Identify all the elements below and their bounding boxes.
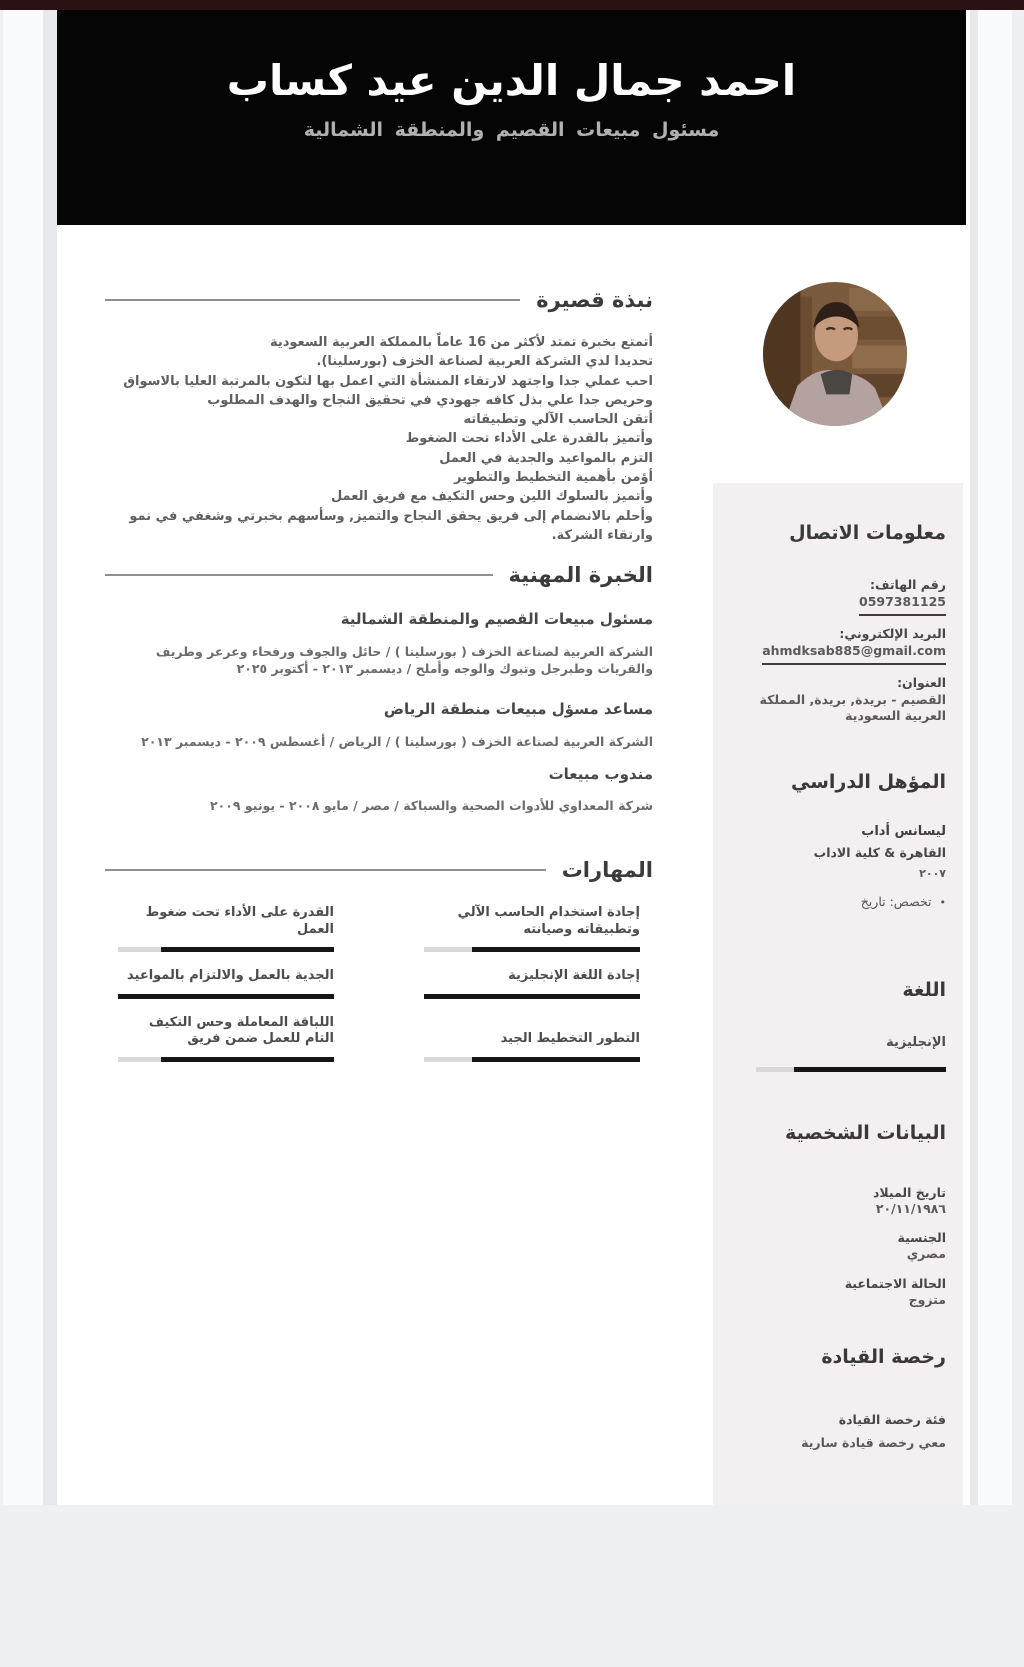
job-details: شركة المعداوي للأدوات الصحية والسباكة / مصر / مايو ٢٠٠٨ - يونيو ٢٠٠٩ — [210, 798, 653, 814]
about-line: وأتميز بالسلوك اللين وحس التكيف مع فريق العمل — [330, 489, 653, 505]
about-line: أتقن الحاسب الآلي وتطبيقاته — [463, 412, 653, 428]
personal-value: ٢٠/١١/١٩٨٦ — [875, 1201, 946, 1216]
about-line: التزم بالمواعيد والجدية في العمل — [439, 450, 653, 466]
skill-level-bar — [118, 994, 334, 999]
skill-level-fill — [161, 947, 334, 952]
about-title: نبذة قصيرة — [536, 288, 653, 312]
skill-item — [424, 905, 640, 952]
skill-level-bar — [118, 1057, 334, 1062]
license-category: فئة رخصة القيادة — [838, 1412, 946, 1427]
job-title: مساعد مسؤل مبيعات منطقة الرياض — [383, 700, 653, 719]
cv-header — [57, 10, 966, 225]
education-school: القاهرة & كلية الاداب — [813, 845, 946, 860]
skill-level-fill — [472, 947, 640, 952]
profile-photo-drawing — [763, 282, 907, 426]
skill-item — [424, 1031, 640, 1062]
cv-main-column — [105, 225, 653, 1062]
job-title: مندوب مبيعات — [548, 765, 653, 784]
personal-label: تاريخ الميلاد — [872, 1185, 946, 1200]
skill-level-fill — [472, 1057, 640, 1062]
personal-label: الجنسية — [897, 1230, 946, 1245]
phone-value — [730, 594, 946, 616]
heading-rule — [105, 869, 546, 871]
person-name: احمد جمال الدين عيد كساب — [226, 56, 797, 105]
email-value — [730, 643, 946, 665]
skill-item — [118, 1015, 334, 1062]
about-line: أؤمن بأهمية التخطيط والتطوير — [454, 470, 653, 486]
about-line: وحريص جدا علي بذل كافه جهودي في تحقيق النجاح والهدف المطلوب — [207, 392, 653, 408]
skill-item — [118, 968, 334, 999]
heading-rule — [105, 299, 520, 301]
skills-grid — [105, 905, 653, 1062]
skill-item — [118, 905, 334, 952]
skill-label: الجدية بالعمل والالتزام بالمواعيد — [127, 968, 334, 984]
skill-level-fill — [118, 994, 334, 999]
language-level-fill — [794, 1067, 946, 1072]
about-line: وأتميز بالقدرة على الأداء تحت الضغوط — [405, 431, 653, 447]
education-degree: ليسانس أداب — [861, 824, 946, 839]
about-line: تحديدا لدي الشركة العربية لصناعة الخزف (بورسلينا). — [316, 354, 653, 370]
bullet-icon: • — [939, 896, 946, 909]
contact-title: معلومات الاتصال — [789, 522, 946, 544]
about-line: أتمتع بخبرة تمتد لأكثر من 16 عاماً بالمملكة العربية السعودية — [269, 335, 653, 350]
skill-label: التطور التخطيط الجيد — [500, 1031, 640, 1047]
page-margin-left — [3, 10, 43, 1505]
specialization-text: تخصص: تاريخ — [860, 894, 932, 909]
skill-label: اللباقة المعاملة وحس التكيف التام للعمل ضمن فريق — [148, 1014, 334, 1047]
job-details: الشركة العربية لصناعة الخزف ( بورسلينا ) / حائل والجوف ورفحاء وعرعر وطريف والقريات وطبرجل وتبوك والوجه وأملح / ديسمبر ٢٠١٣ - أكتوبر ٢٠٢٥ — [155, 644, 653, 677]
skill-item — [424, 968, 640, 999]
license-title: رخصة القيادة — [821, 1346, 946, 1368]
skill-level-bar — [118, 947, 334, 952]
language-level-bar — [756, 1067, 946, 1072]
skill-label: إجادة استخدام الحاسب الآلي وتطبيقاته وصيانته — [457, 905, 640, 937]
language-name: الإنجليزية — [886, 1035, 946, 1050]
email-label: البريد الإلكتروني: — [839, 626, 946, 641]
phone-number: 0597381125 — [859, 594, 946, 616]
personal-value: مصري — [906, 1246, 946, 1261]
app-top-bar — [0, 0, 1024, 10]
personal-value: متزوج — [908, 1292, 946, 1307]
skill-label: إجادة اللغة الإنجليزية — [508, 968, 640, 984]
skill-level-fill — [161, 1057, 334, 1062]
skills-title: المهارات — [561, 858, 653, 883]
personal-title: البيانات الشخصية — [785, 1122, 946, 1144]
education-year: ٢٠٠٧ — [919, 867, 946, 880]
job-title: مسئول مبيعات القصيم والمنطقة الشمالية — [340, 610, 653, 629]
education-title: المؤهل الدراسي — [790, 771, 946, 793]
personal-item — [730, 1276, 946, 1307]
email-address: ahmdksab885@gmail.com — [762, 643, 946, 665]
skill-level-bar — [424, 994, 640, 999]
address-value: القصيم - بريدة, بريدة, المملكة العربية السعودية — [759, 692, 946, 723]
skill-level-bar — [424, 947, 640, 952]
skill-level-bar — [424, 1057, 640, 1062]
about-line: وأحلم بالانضمام إلى فريق يحقق النجاح والتميز, وسأسهم بخبرتي وشغفي في نمو وارتقاء الشركة. — [129, 508, 653, 543]
education-specialization — [730, 894, 946, 911]
personal-label: الحالة الاجتماعية — [844, 1276, 946, 1291]
job-details: الشركة العربية لصناعة الخزف ( بورسلينا ) / الرياض / أغسطس ٢٠٠٩ - ديسمبر ٢٠١٣ — [141, 734, 653, 750]
person-job-title: مسئول مبيعات القصيم والمنطقة الشمالية — [303, 119, 720, 141]
heading-rule — [105, 574, 493, 576]
cv-sidebar — [713, 483, 963, 1505]
personal-item — [730, 1230, 946, 1261]
page-margin-right — [978, 10, 1012, 1505]
section-skills-heading — [105, 856, 653, 884]
cv-page — [57, 10, 970, 1505]
about-text — [105, 333, 653, 545]
phone-label: رقم الهاتف: — [869, 577, 946, 592]
skill-level-fill — [424, 994, 640, 999]
section-about-heading — [105, 286, 653, 314]
license-status: معي رخصة قيادة سارية — [801, 1435, 946, 1450]
page-edge-left — [43, 10, 57, 1505]
page-edge-right — [970, 10, 978, 1505]
address-label: العنوان: — [897, 675, 946, 690]
language-title: اللغة — [902, 979, 946, 1001]
personal-item — [730, 1185, 946, 1216]
about-line: احب عملي جدا واجتهد لارتقاء المنشأة التي اعمل بها لتكون بالمرتبة العليا بالاسواق — [123, 373, 653, 389]
profile-photo — [763, 282, 907, 426]
skill-label: القدرة على الأداء تحت ضغوط العمل — [145, 905, 334, 937]
section-experience-heading — [105, 561, 653, 589]
experience-title: الخبرة المهنية — [508, 563, 653, 588]
